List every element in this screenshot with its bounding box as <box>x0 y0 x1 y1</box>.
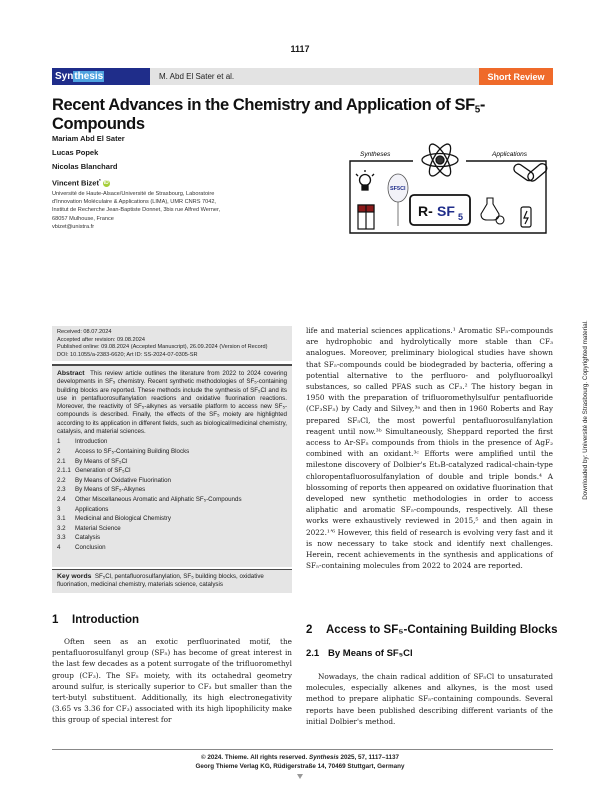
toc-item[interactable]: 2.4 Other Miscellaneous Aromatic and Aliphatic SF₅-Compounds <box>57 495 242 503</box>
table-of-contents <box>57 437 287 552</box>
graphical-abstract <box>348 140 548 234</box>
toc-item[interactable]: 2.3 By Means of SF₅-Alkynes <box>57 486 146 494</box>
paragraph-text: Nowadays, the chain radical addition of SF₅Cl to unsaturated molecules, especially alkenes and alkynes, is the most used method to prepare aliphatic SF₅-containing compounds. Several reports have been published describing different variants of the initial Dolbier's method. <box>306 672 553 726</box>
running-head-authors: M. Abd El Sater et al. <box>159 72 235 81</box>
paragraph-text: life and material sciences applications.¹ Aromatic SF₅-compounds are hydrophobic and hydrolytically more stable than CF₃ analogues. Moreover, preliminary biological studies have shown that SF₅-compounds could be biodegraded by bacteria, offering a potential alternative to the perfluoro- and polyfluoroalkyl substances, so called PFAS such as CF₃.² The history began in 1950 with the preparation of trifluoromethylsulfur pentafluoride (CF₃SF₅) by Cady and Silvey,³ᵃ and then in 1960 Roberts and Ray prepared SF₅Cl, the most powerful pentafluorosulfanylation reagent until now.³ᵇ Simultaneously, Sheppard reported the first access to Ar-SF₅ compounds from thiols in the presence of AgF₂ combined with an oxidant.³ᶜ Efforts were amplified until the milestone discovery of Dolbier's Et₃B-catalyzed radical-chain-type chloropentafluorosulfanylation of double and triple bonds.⁴ A blossoming of reports then appeared on oxidative fluorination that developed new synthetic methodologies in order to access aliphatic and aromatic SF₅-compounds, respectively. All these works were exhaustively reviewed in 2015,⁵ and then again in 2022.¹ʼ⁶ However, this field of research is evolving very fast and it is now necessary to take stock and identify next challenges. Herein, recent achievements in the synthesis and applications of SF₅-containing molecules from 2022 to 2024 are reported. <box>306 326 553 571</box>
toc-item[interactable]: 2.1 By Means of SF₅Cl <box>57 457 128 465</box>
battery-icon <box>521 207 531 227</box>
journal-logo <box>52 68 150 85</box>
affiliation-line: Institut de Recherche Jean-Baptiste Donnet, 3bis rue Alfred Werner, <box>52 207 221 214</box>
affiliation <box>52 190 282 231</box>
article-type-badge: Short Review <box>479 68 553 85</box>
page-footer <box>0 754 600 771</box>
rsf5-prefix: R- <box>418 203 433 219</box>
graphic-label-left: Syntheses <box>360 151 391 158</box>
section-title: Introduction <box>72 614 140 626</box>
toc-item[interactable]: 3.2 Material Science <box>57 524 121 532</box>
affiliation-line: d'Innovation Moléculaire & Applications (LIMA), UMR CNRS 7042, <box>52 199 216 206</box>
affiliation-line: 68057 Mulhouse, France <box>52 215 114 222</box>
date-accepted: Accepted after revision: 09.08.2024 <box>57 336 146 343</box>
balloon-label: SF5Cl <box>390 186 406 192</box>
toc-item[interactable]: 1 Introduction <box>57 438 108 446</box>
footer-journal: Synthesis <box>309 754 339 761</box>
footer-divider <box>52 749 553 750</box>
copyright: © 2024. Thieme. All rights reserved. <box>200 754 308 761</box>
reactor-icon <box>358 205 374 229</box>
flask-icon <box>481 198 504 224</box>
atom-icon <box>422 141 458 179</box>
toc-item[interactable]: 3.3 Catalysis <box>57 534 101 542</box>
date-published: Published online: 09.08.2024 (Accepted Manuscript), 26.09.2024 (Version of Record) <box>57 344 268 351</box>
capsule-icon <box>512 162 548 183</box>
subsection-number: 2.1 <box>306 648 320 659</box>
toc-item[interactable]: 3 Applications <box>57 505 109 513</box>
journal-header-bar <box>52 68 553 85</box>
abstract-label: Abstract <box>57 370 85 377</box>
title-text-end: -Compounds <box>52 96 485 134</box>
keywords-label: Key words <box>57 573 92 580</box>
download-notice-text: Downloaded by: Université de Strasbourg. Copyrighted material. <box>582 320 589 500</box>
toc-item[interactable]: 2 Access to SF₅-Containing Building Blocks <box>57 447 190 455</box>
author: Vincent Bizet <box>52 178 99 188</box>
page-down-icon[interactable] <box>297 774 303 779</box>
paragraph-text: Often seen as an exotic perfluorinated motif, the pentafluorosulfanyl group (SF₅) has become of great interest in the last few decades as a potent surrogate of the trifluoromethyl group (CF₃). The SF₅ moiety, with its octahedral geometry around sulfur, is sterically superior to CF₃ but smaller than the tert-butyl substituent. Additionally, its high electronegativity (3.65 vs 3.36 for CF₃) associated with its high lipophilicity make this group of special interest for <box>52 637 292 725</box>
article-title <box>52 96 562 134</box>
keywords-box <box>52 569 292 593</box>
title-text: Recent Advances in the Chemistry and Application of SF <box>52 96 475 114</box>
graphic-label-right: Applications <box>492 151 528 158</box>
date-received: Received: 08.07.2024 <box>57 329 112 335</box>
abstract-box <box>52 364 292 567</box>
section-heading-2 <box>306 624 557 636</box>
toc-item[interactable]: 4 Conclusion <box>57 543 106 551</box>
toc-item[interactable]: 3.1 Medicinal and Biological Chemistry <box>57 515 171 523</box>
publisher-address: Georg Thieme Verlag KG, Rüdigerstraße 14, 70469 Stuttgart, Germany <box>195 762 405 770</box>
orcid-icon[interactable]: iD <box>103 180 109 187</box>
author-corresponding <box>52 174 125 191</box>
author: Nicolas Blanchard <box>52 162 118 171</box>
author-email[interactable]: vbizet@unistra.fr <box>52 223 95 230</box>
lightbulb-icon <box>356 170 374 190</box>
rsf5-main: SF <box>437 203 455 219</box>
citation: 2025, 57, 1117–1137 <box>340 754 399 761</box>
subsection-heading-2-1 <box>306 648 413 659</box>
subsection-title: By Means of SF₅Cl <box>328 648 413 659</box>
section-number: 1 <box>52 614 59 626</box>
section-heading-1 <box>52 614 139 626</box>
author: Mariam Abd El Sater <box>52 134 125 143</box>
doi[interactable]: DOI: 10.1055/a-2383-6620; Art ID: SS-2024-07-0305-SR <box>57 351 198 358</box>
toc-item[interactable]: 2.2 By Means of Oxidative Fluorination <box>57 476 171 484</box>
balloon-icon <box>388 174 408 226</box>
abstract-text: This review article outlines the literature from 2022 to 2024 covering developments in SF₅ chemistry. Recent synthetic methodologies of SF₅-containing building blocks are reported. These methods include the synthesis of SF₅Cl and its use in pentafluorosulfanylation reactions and oxidative fluorination reactions. Moreover, the reactivity of SF₅-alkynes as versatile platform to access new SF₅-compounds is described. Finally, the effects of the SF₅ moiety are highlighted according to its application in different fields, such as biological/medicinal chemistry, catalysis, and material sciences. <box>57 370 288 436</box>
keywords-text: SF₅Cl, pentafluorosulfanylation, SF₅ building blocks, oxidative fluorination, medicinal chemistry, materials science, catalysis <box>57 573 264 589</box>
intro-paragraph-right <box>306 325 553 571</box>
section-number: 2 <box>306 624 313 636</box>
toc-item[interactable]: 2.1.1 Generation of SF₅Cl <box>57 467 131 475</box>
affiliation-line: Université de Haute-Alsace/Université de Strasbourg, Laboratoire <box>52 191 215 197</box>
intro-paragraph-left <box>52 636 292 726</box>
author: Lucas Popek <box>52 148 99 157</box>
journal-name-part1: Syn <box>55 71 74 82</box>
journal-name-part2: thesis <box>74 71 104 82</box>
title-subscript: 5 <box>474 104 480 116</box>
page-number: 1117 <box>290 44 310 54</box>
author-list <box>52 132 125 191</box>
corresponding-mark: * <box>98 178 101 183</box>
rsf5-sub: 5 <box>458 212 464 222</box>
section-title: Access to SF₅-Containing Building Blocks <box>326 624 558 636</box>
section2-paragraph <box>306 671 553 727</box>
publication-dates <box>52 326 292 361</box>
